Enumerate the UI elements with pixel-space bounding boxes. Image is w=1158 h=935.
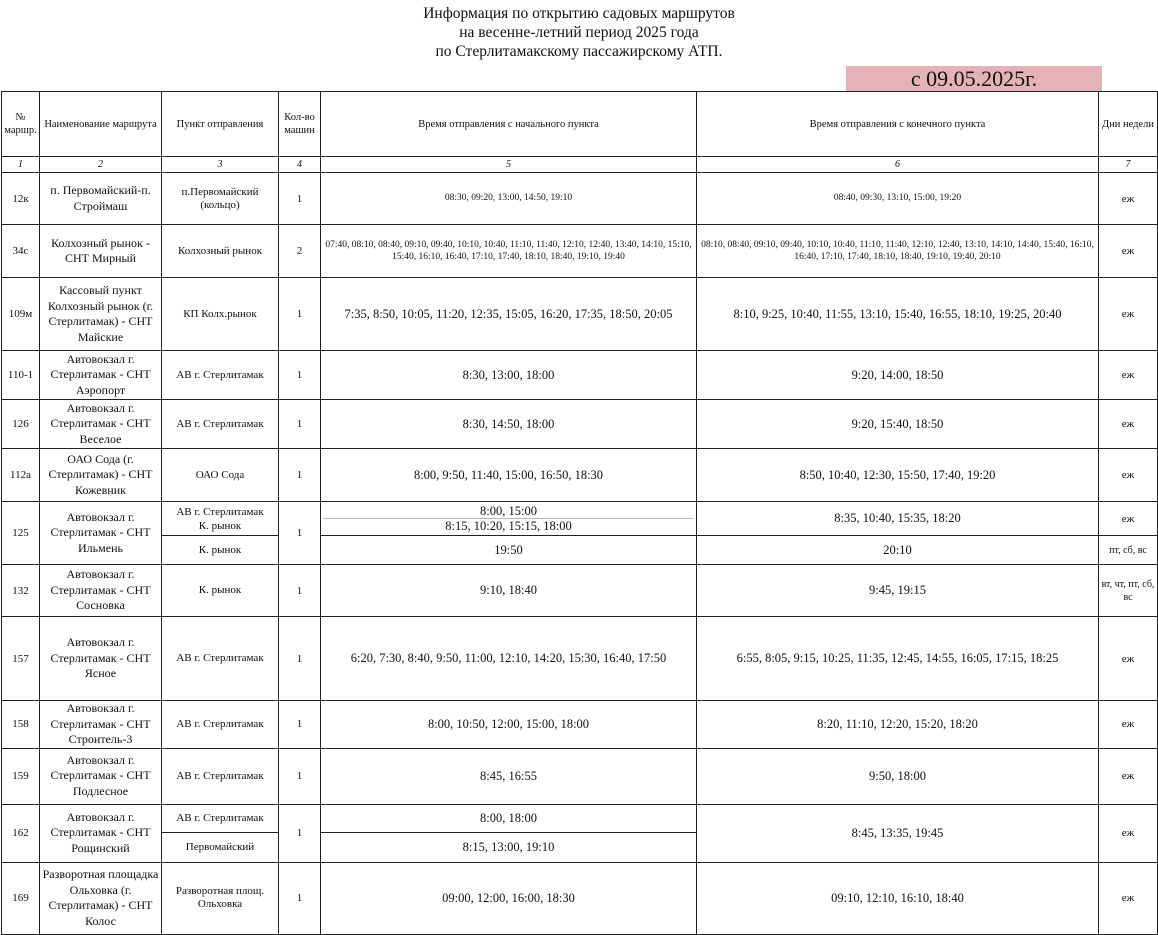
route-no: 159 <box>2 748 40 804</box>
end-times: 9:45, 19:15 <box>697 565 1099 617</box>
table-row <box>2 617 1158 701</box>
title-line-3: по Стерлитамакскому пассажирскому АТП. <box>435 43 723 60</box>
route-no: 158 <box>2 701 40 749</box>
end-times: 08:40, 09:30, 13:10, 15:00, 19:20 <box>697 173 1099 225</box>
start-times: 08:30, 09:20, 13:00, 14:50, 19:10 <box>321 173 697 225</box>
table-row <box>2 748 1158 804</box>
vehicle-count: 1 <box>279 748 321 804</box>
route-name: п. Первомайский-п. Строймаш <box>40 173 162 225</box>
route-no: 126 <box>2 400 40 449</box>
start-times-a: 8:00, 15:00 <box>480 504 537 518</box>
header-times-start: Время отправления с начального пункта <box>321 92 697 157</box>
route-no: 12к <box>2 173 40 225</box>
table-row <box>2 278 1158 351</box>
start-times: 07:40, 08:10, 08:40, 09:10, 09:40, 10:10, 10:40, 11:10, 11:40, 12:10, 12:40, 13:40, 14:10, 15:10, 15:40, 16:10, 16:40, 17:10, 17:40, 18:10, 18:40, 19:10, 19:40 <box>321 225 697 278</box>
days: еж <box>1099 400 1158 449</box>
days: еж <box>1099 617 1158 701</box>
departure-point: КП Колх.рынок <box>162 278 279 351</box>
end-times: 9:20, 14:00, 18:50 <box>697 351 1099 400</box>
table-row <box>2 400 1158 449</box>
header-route-no: № маршр. <box>2 92 40 157</box>
vehicle-count: 1 <box>279 449 321 502</box>
departure-point: АВ г. Стерлитамак <box>162 400 279 449</box>
table-row <box>2 536 1158 565</box>
route-no: 110-1 <box>2 351 40 400</box>
end-times: 6:55, 8:05, 9:15, 10:25, 11:35, 12:45, 14:55, 16:05, 17:15, 18:25 <box>697 617 1099 701</box>
end-times: 9:20, 15:40, 18:50 <box>697 400 1099 449</box>
days: еж <box>1099 701 1158 749</box>
departure-point: К. рынок <box>162 565 279 617</box>
departure-point: АВ г. Стерлитамак <box>162 748 279 804</box>
start-times: 9:10, 18:40 <box>321 565 697 617</box>
end-times: 8:45, 13:35, 19:45 <box>697 804 1099 862</box>
col-number: 3 <box>162 157 279 173</box>
document-title <box>0 4 1158 61</box>
vehicle-count: 1 <box>279 804 321 862</box>
route-no: 169 <box>2 862 40 934</box>
table-row <box>2 565 1158 617</box>
end-times: 8:50, 10:40, 12:30, 15:50, 17:40, 19:20 <box>697 449 1099 502</box>
start-times: 19:50 <box>321 536 697 565</box>
departure-point: АВ г. Стерлитамак <box>162 351 279 400</box>
table-row <box>2 351 1158 400</box>
departure-point: АВ г. Стерлитамак <box>176 505 264 518</box>
vehicle-count: 1 <box>279 400 321 449</box>
schedule-table <box>1 91 1158 935</box>
route-name: Кассовый пункт Колхозный рынок (г. Стерлитамак) - СНТ Майские <box>40 278 162 351</box>
end-times: 9:50, 18:00 <box>697 748 1099 804</box>
route-no: 162 <box>2 804 40 862</box>
start-times: 8:15, 13:00, 19:10 <box>321 832 697 862</box>
vehicle-count: 1 <box>279 278 321 351</box>
end-times: 8:10, 9:25, 10:40, 11:55, 13:10, 15:40, 16:55, 18:10, 19:25, 20:40 <box>697 278 1099 351</box>
days: еж <box>1099 502 1158 536</box>
start-times: 6:20, 7:30, 8:40, 9:50, 11:00, 12:10, 14:20, 15:30, 16:40, 17:50 <box>321 617 697 701</box>
start-times: 8:30, 13:00, 18:00 <box>321 351 697 400</box>
header-route-name: Наименование маршрута <box>40 92 162 157</box>
departure-point: ОАО Сода <box>162 449 279 502</box>
departure-point: К. рынок <box>198 519 242 532</box>
end-times: 08:10, 08:40, 09:10, 09:40, 10:10, 10:40, 11:10, 11:40, 12:10, 12:40, 13:10, 14:10, 14:40, 15:40, 16:10, 16:40, 17:10, 17:40, 18:10, 18:40, 19:10, 19:40, 20:10 <box>697 225 1099 278</box>
end-times: 20:10 <box>697 536 1099 565</box>
start-times-b: 8:15, 10:20, 15:15, 18:00 <box>323 518 694 533</box>
route-name: Автовокзал г. Стерлитамак - СНТ Аэропорт <box>40 351 162 400</box>
route-no: 132 <box>2 565 40 617</box>
table-row <box>2 701 1158 749</box>
start-times: 09:00, 12:00, 16:00, 18:30 <box>321 862 697 934</box>
vehicle-count: 1 <box>279 862 321 934</box>
vehicle-count: 1 <box>279 617 321 701</box>
route-name: Разворотная площадка Ольховка (г. Стерлитамак) - СНТ Колос <box>40 862 162 934</box>
route-no: 112а <box>2 449 40 502</box>
route-name: Колхозный рынок - СНТ Мирный <box>40 225 162 278</box>
route-name: Автовокзал г. Стерлитамак - СНТ Ильмень <box>40 502 162 565</box>
days: вт, чт, пт, сб, вс <box>1099 565 1158 617</box>
header-times-end: Время отправления с конечного пункта <box>697 92 1099 157</box>
start-times: 8:30, 14:50, 18:00 <box>321 400 697 449</box>
header-departure-point: Пункт отправления <box>162 92 279 157</box>
route-name: ОАО Сода (г. Стерлитамак) - СНТ Кожевник <box>40 449 162 502</box>
table-row <box>2 173 1158 225</box>
route-name: Автовокзал г. Стерлитамак - СНТ Ясное <box>40 617 162 701</box>
days: еж <box>1099 278 1158 351</box>
end-times: 09:10, 12:10, 16:10, 18:40 <box>697 862 1099 934</box>
effective-date-badge: с 09.05.2025г. <box>846 66 1102 91</box>
start-times: 7:35, 8:50, 10:05, 11:20, 12:35, 15:05, 16:20, 17:35, 18:50, 20:05 <box>321 278 697 351</box>
end-times: 8:35, 10:40, 15:35, 18:20 <box>697 502 1099 536</box>
start-times <box>321 502 697 536</box>
col-number: 2 <box>40 157 162 173</box>
departure-point: п.Первомайский (кольцо) <box>162 173 279 225</box>
vehicle-count: 2 <box>279 225 321 278</box>
vehicle-count: 1 <box>279 701 321 749</box>
table-row <box>2 225 1158 278</box>
vehicle-count: 1 <box>279 502 321 565</box>
col-number: 7 <box>1099 157 1158 173</box>
route-no: 157 <box>2 617 40 701</box>
col-number: 6 <box>697 157 1099 173</box>
start-times: 8:00, 10:50, 12:00, 15:00, 18:00 <box>321 701 697 749</box>
route-name: Автовокзал г. Стерлитамак - СНТ Рощинский <box>40 804 162 862</box>
route-name: Автовокзал г. Стерлитамак - СНТ Веселое <box>40 400 162 449</box>
title-line-1: Информация по открытию садовых маршрутов <box>423 5 735 22</box>
start-times: 8:00, 9:50, 11:40, 15:00, 16:50, 18:30 <box>321 449 697 502</box>
departure-point: Колхозный рынок <box>162 225 279 278</box>
days: еж <box>1099 351 1158 400</box>
title-line-2: на весенне-летний период 2025 года <box>459 24 699 41</box>
departure-point: К. рынок <box>162 536 279 565</box>
days: еж <box>1099 804 1158 862</box>
col-number: 4 <box>279 157 321 173</box>
header-days: Дни недели <box>1099 92 1158 157</box>
table-row <box>2 449 1158 502</box>
route-name: Автовокзал г. Стерлитамак - СНТ Сосновка <box>40 565 162 617</box>
route-no: 109м <box>2 278 40 351</box>
route-no: 34с <box>2 225 40 278</box>
departure-point: Первомайский <box>162 832 279 862</box>
days: пт, сб, вс <box>1099 536 1158 565</box>
vehicle-count: 1 <box>279 351 321 400</box>
departure-point: Разворотная площ. Ольховка <box>162 862 279 934</box>
header-vehicles: Кол-во машин <box>279 92 321 157</box>
route-name: Автовокзал г. Стерлитамак - СНТ Строитель-3 <box>40 701 162 749</box>
column-number-row <box>2 157 1158 173</box>
route-no: 125 <box>2 502 40 565</box>
start-times: 8:45, 16:55 <box>321 748 697 804</box>
vehicle-count: 1 <box>279 565 321 617</box>
days: еж <box>1099 449 1158 502</box>
vehicle-count: 1 <box>279 173 321 225</box>
days: еж <box>1099 862 1158 934</box>
header-row <box>2 92 1158 157</box>
col-number: 1 <box>2 157 40 173</box>
departure-point: АВ г. Стерлитамак <box>162 617 279 701</box>
departure-point: АВ г. Стерлитамак <box>162 701 279 749</box>
start-times: 8:00, 18:00 <box>321 804 697 832</box>
route-name: Автовокзал г. Стерлитамак - СНТ Подлесное <box>40 748 162 804</box>
days: еж <box>1099 173 1158 225</box>
col-number: 5 <box>321 157 697 173</box>
table-row <box>2 502 1158 536</box>
table-row <box>2 862 1158 934</box>
days: еж <box>1099 748 1158 804</box>
departure-point: АВ г. Стерлитамак <box>162 804 279 832</box>
table-row <box>2 804 1158 832</box>
end-times: 8:20, 11:10, 12:20, 15:20, 18:20 <box>697 701 1099 749</box>
days: еж <box>1099 225 1158 278</box>
departure-points <box>162 502 279 536</box>
